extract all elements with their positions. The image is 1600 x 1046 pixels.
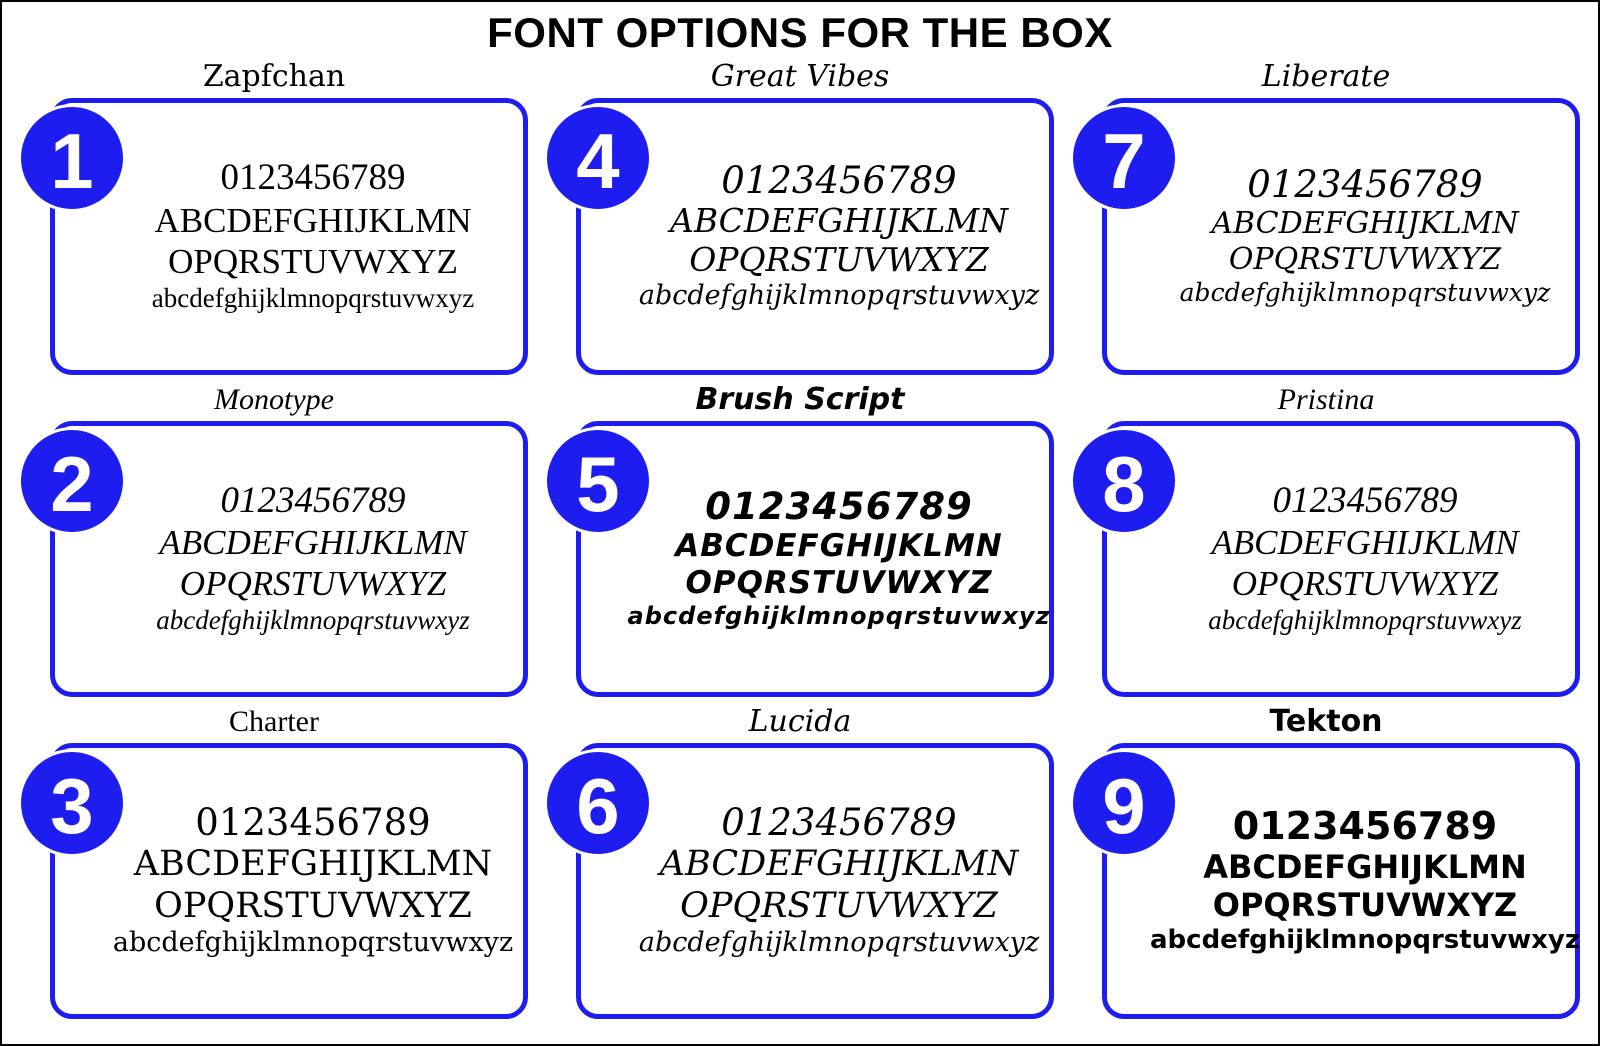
font-option-5[interactable] — [542, 381, 1058, 701]
sample-uppercase-line2: OPQRSTUVWXYZ — [154, 885, 472, 926]
sample-uppercase-line1: ABCDEFGHIJKLMN — [159, 523, 467, 563]
sample-lowercase: abcdefghijklmnopqrstuvwxyz — [1179, 277, 1551, 307]
sample-digits: 0123456789 — [721, 800, 957, 844]
sample-digits: 0123456789 — [1247, 163, 1483, 207]
sample-uppercase-line2: OPQRSTUVWXYZ — [689, 239, 989, 279]
font-name-label: Great Vibes — [710, 59, 890, 95]
sample-digits: 0123456789 — [220, 479, 406, 521]
sample-uppercase-line2: OPQRSTUVWXYZ — [179, 564, 447, 604]
font-name-label: Charter — [229, 704, 319, 738]
sample-uppercase-line1: ABCDEFGHIJKLMN — [1203, 847, 1527, 886]
font-name-label: Lucida — [748, 703, 852, 739]
sample-lowercase: abcdefghijklmnopqrstuvwxyz — [638, 926, 1040, 958]
font-option-8[interactable] — [1068, 382, 1584, 701]
sample-uppercase-line1: ABCDEFGHIJKLMN — [1211, 206, 1519, 242]
option-number-badge[interactable]: 4 — [544, 104, 652, 212]
option-number-badge[interactable]: 1 — [18, 104, 126, 212]
sample-uppercase-line1: ABCDEFGHIJKLMN — [1211, 523, 1519, 563]
sample-uppercase-line1: ABCDEFGHIJKLMN — [154, 200, 472, 240]
option-number-badge[interactable]: 5 — [544, 427, 652, 535]
font-name-label: Brush Script — [695, 381, 905, 417]
font-name-label: Zapfchan — [202, 59, 346, 95]
option-number-badge[interactable]: 3 — [18, 749, 126, 857]
sample-lowercase: abcdefghijklmnopqrstuvwxyz — [1208, 605, 1522, 636]
font-option-2[interactable] — [16, 382, 532, 701]
page-title: FONT OPTIONS FOR THE BOX — [487, 9, 1113, 56]
sample-digits: 0123456789 — [705, 484, 973, 528]
font-name-label: Tekton — [1269, 703, 1383, 739]
sample-lowercase: abcdefghijklmnopqrstuvwxyz — [156, 605, 470, 636]
sample-uppercase-line1: ABCDEFGHIJKLMN — [133, 844, 493, 885]
font-options-grid — [2, 58, 1598, 1033]
sample-lowercase: abcdefghijklmnopqrstuvwxyz — [627, 601, 1051, 630]
sample-digits: 0123456789 — [1232, 804, 1498, 849]
sample-uppercase-line2: OPQRSTUVWXYZ — [1212, 885, 1518, 924]
font-option-6[interactable] — [542, 703, 1058, 1023]
font-name-label: Pristina — [1277, 382, 1375, 416]
option-number-badge[interactable]: 6 — [544, 749, 652, 857]
font-option-1[interactable] — [16, 59, 532, 378]
sample-lowercase: abcdefghijklmnopqrstuvwxyz — [638, 279, 1040, 311]
sample-uppercase-line2: OPQRSTUVWXYZ — [680, 885, 998, 926]
sample-lowercase: abcdefghijklmnopqrstuvwxyz — [1150, 924, 1581, 955]
sample-digits: 0123456789 — [1272, 479, 1458, 521]
sample-digits: 0123456789 — [220, 157, 406, 199]
option-number-badge[interactable]: 9 — [1070, 749, 1178, 857]
font-name-label: Liberate — [1261, 59, 1391, 95]
option-number-badge[interactable]: 8 — [1070, 427, 1178, 535]
option-number-badge[interactable]: 2 — [18, 427, 126, 535]
sample-digits: 0123456789 — [721, 158, 957, 202]
sample-uppercase-line2: OPQRSTUVWXYZ — [1231, 564, 1499, 604]
sample-uppercase-line1: ABCDEFGHIJKLMN — [669, 201, 1009, 240]
sample-digits: 0123456789 — [195, 800, 431, 844]
sample-uppercase-line2: OPQRSTUVWXYZ — [168, 241, 458, 281]
font-option-4[interactable] — [542, 59, 1058, 378]
font-option-7[interactable] — [1068, 59, 1584, 378]
font-option-9[interactable] — [1068, 703, 1584, 1023]
font-name-label: Monotype — [214, 382, 334, 416]
sample-lowercase: abcdefghijklmnopqrstuvwxyz — [112, 926, 514, 958]
font-option-3[interactable] — [16, 704, 532, 1023]
sample-lowercase: abcdefghijklmnopqrstuvwxyz — [151, 283, 475, 314]
sample-uppercase-line1: ABCDEFGHIJKLMN — [659, 844, 1019, 885]
option-number-badge[interactable]: 7 — [1070, 104, 1178, 212]
sample-uppercase-line1: ABCDEFGHIJKLMN — [675, 528, 1003, 565]
sample-uppercase-line2: OPQRSTUVWXYZ — [685, 564, 993, 601]
sample-uppercase-line2: OPQRSTUVWXYZ — [1228, 242, 1502, 278]
